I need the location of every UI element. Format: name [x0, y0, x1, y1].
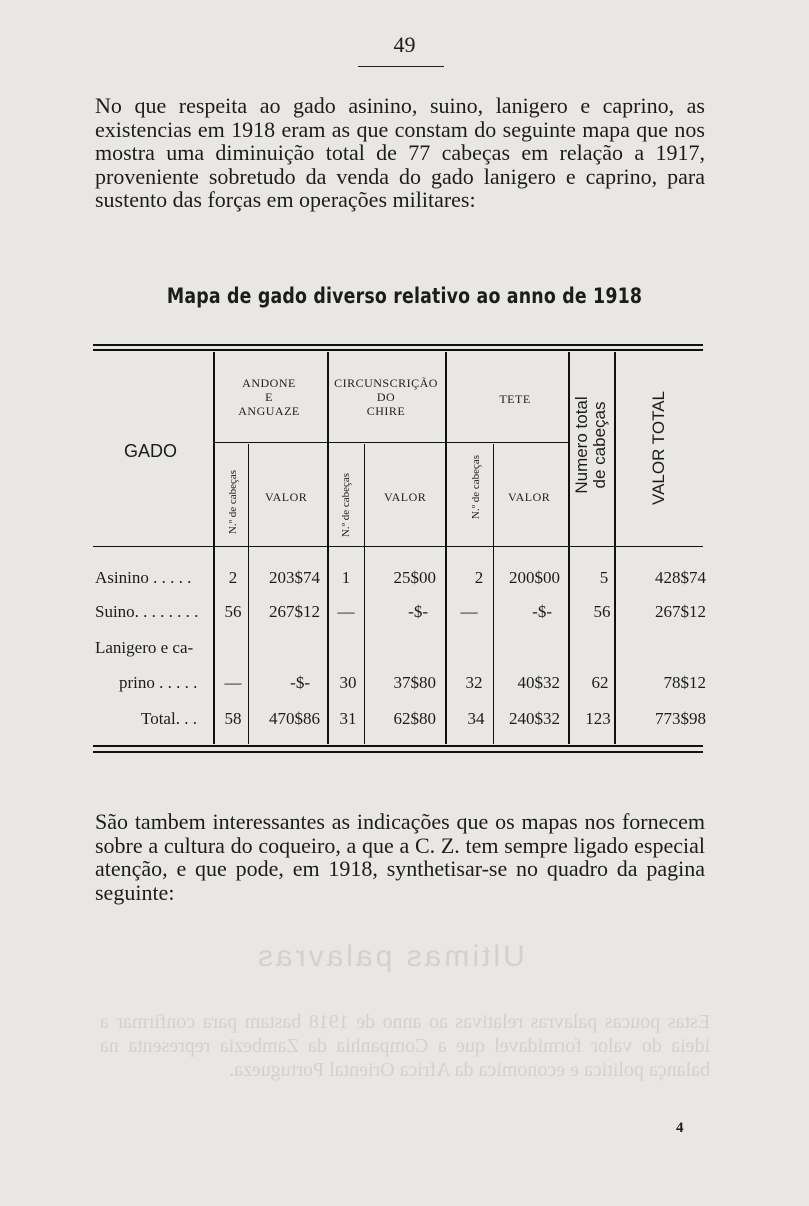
group-header-rule	[213, 442, 568, 443]
bleed-through-heading: Ultimas palavras	[255, 940, 525, 973]
tete-valor: 40$32	[517, 673, 560, 692]
chire-cabecas: 1	[341, 568, 351, 587]
tete-cabecas: —	[460, 602, 478, 621]
col-rule-tete-n	[493, 444, 494, 744]
tete-cabecas: 34	[467, 709, 485, 728]
andone-cabecas: 56	[224, 602, 242, 621]
chire-valor: -$-	[408, 602, 428, 621]
header-circunscricao: CIRCUNSCRIÇÃO DO CHIRE	[334, 376, 438, 418]
total-valor: 428$74	[655, 568, 706, 587]
header-tete-valor: VALOR	[508, 490, 551, 504]
header-andone-valor: VALOR	[265, 490, 308, 504]
intro-paragraph: No que respeita ao gado asinino, suino, lanigero e caprino, as existencias em 1918 eram as que constam do seguinte mapa que nos mostra uma diminuição total de 77 cabeças em relação a 1917, proveniente sobretudo da venda do gado lanigero e caprino, para sustento das forças em operações militares:	[95, 93, 705, 212]
chire-cabecas: 30	[339, 673, 357, 692]
col-rule-andone-n	[248, 444, 249, 744]
tete-valor: 200$00	[509, 568, 560, 587]
total-cabecas: 123	[585, 709, 611, 728]
closing-paragraph: São tambem interessantes as indicações que os mapas nos fornecem sobre a cultura do coqueiro, a que a C. Z. tem sempre ligado especial atenção, e que pode, em 1918, synthetisar-se no quadro da pagina seguinte:	[95, 809, 705, 905]
col-rule-total-n	[614, 352, 616, 744]
table-top-rule-double	[93, 349, 703, 351]
table-top-rule	[93, 344, 703, 346]
chire-cabecas: —	[337, 602, 355, 621]
header-bottom-rule	[93, 546, 703, 547]
total-cabecas: 5	[599, 568, 609, 587]
row-label-line1: Lanigero e ca-	[95, 638, 194, 657]
chire-valor: 37$80	[393, 673, 436, 692]
page-number-rule	[358, 66, 444, 67]
andone-valor: 470$86	[269, 709, 320, 728]
table-title: Mapa de gado diverso relativo ao anno de 1918	[166, 284, 643, 308]
page-footer-mark: 4	[676, 1120, 684, 1136]
andone-cabecas: 58	[224, 709, 242, 728]
andone-valor: 203$74	[269, 568, 320, 587]
andone-valor: -$-	[290, 673, 310, 692]
header-andone: ANDONE E ANGUAZE	[238, 376, 300, 418]
tete-cabecas: 2	[474, 568, 484, 587]
row-label: prino . . . . .	[119, 673, 198, 692]
header-chire-valor: VALOR	[384, 490, 427, 504]
row-label: Asinino . . . . .	[95, 568, 192, 587]
col-rule-gado	[213, 352, 215, 744]
tete-valor: -$-	[532, 602, 552, 621]
col-rule-chire-n	[364, 444, 365, 744]
header-tete-cabecas: N.º de cabeças	[470, 454, 482, 520]
andone-cabecas: —	[224, 673, 242, 692]
bleed-through-paragraph: Estas poucas palavras relativas ao anno de 1918 bastam para confirmar a ideia do valor formidavel que a Companhia da Zambezia representa na balança politica e economica da Africa Oriental Portugueza.	[100, 1011, 710, 1081]
chire-valor: 62$80	[393, 709, 436, 728]
page-number: 49	[393, 32, 416, 57]
andone-cabecas: 2	[228, 568, 238, 587]
col-rule-chire	[445, 352, 447, 744]
total-valor: 78$12	[663, 673, 706, 692]
table-bottom-rule	[93, 745, 703, 747]
tete-valor: 240$32	[509, 709, 560, 728]
total-cabecas: 56	[593, 602, 611, 621]
total-valor: 267$12	[655, 602, 706, 621]
tete-cabecas: 32	[465, 673, 483, 692]
row-label: Suino. . . . . . . .	[95, 602, 199, 621]
chire-valor: 25$00	[393, 568, 436, 587]
header-gado: GADO	[124, 441, 178, 461]
header-tete: TETE	[499, 392, 531, 406]
total-valor: 773$98	[655, 709, 706, 728]
header-chire-cabecas: N.º de cabeças	[340, 472, 352, 538]
header-numero-total: Numero total de cabeças	[572, 396, 609, 494]
header-andone-cabecas: N.º de cabeças	[227, 469, 239, 535]
header-valor-total: VALOR TOTAL	[649, 390, 668, 506]
andone-valor: 267$12	[269, 602, 320, 621]
table-bottom-rule-double	[93, 751, 703, 753]
col-rule-tete	[568, 352, 570, 744]
chire-cabecas: 31	[339, 709, 357, 728]
total-cabecas: 62	[591, 673, 609, 692]
row-label: Total. . .	[141, 709, 197, 728]
